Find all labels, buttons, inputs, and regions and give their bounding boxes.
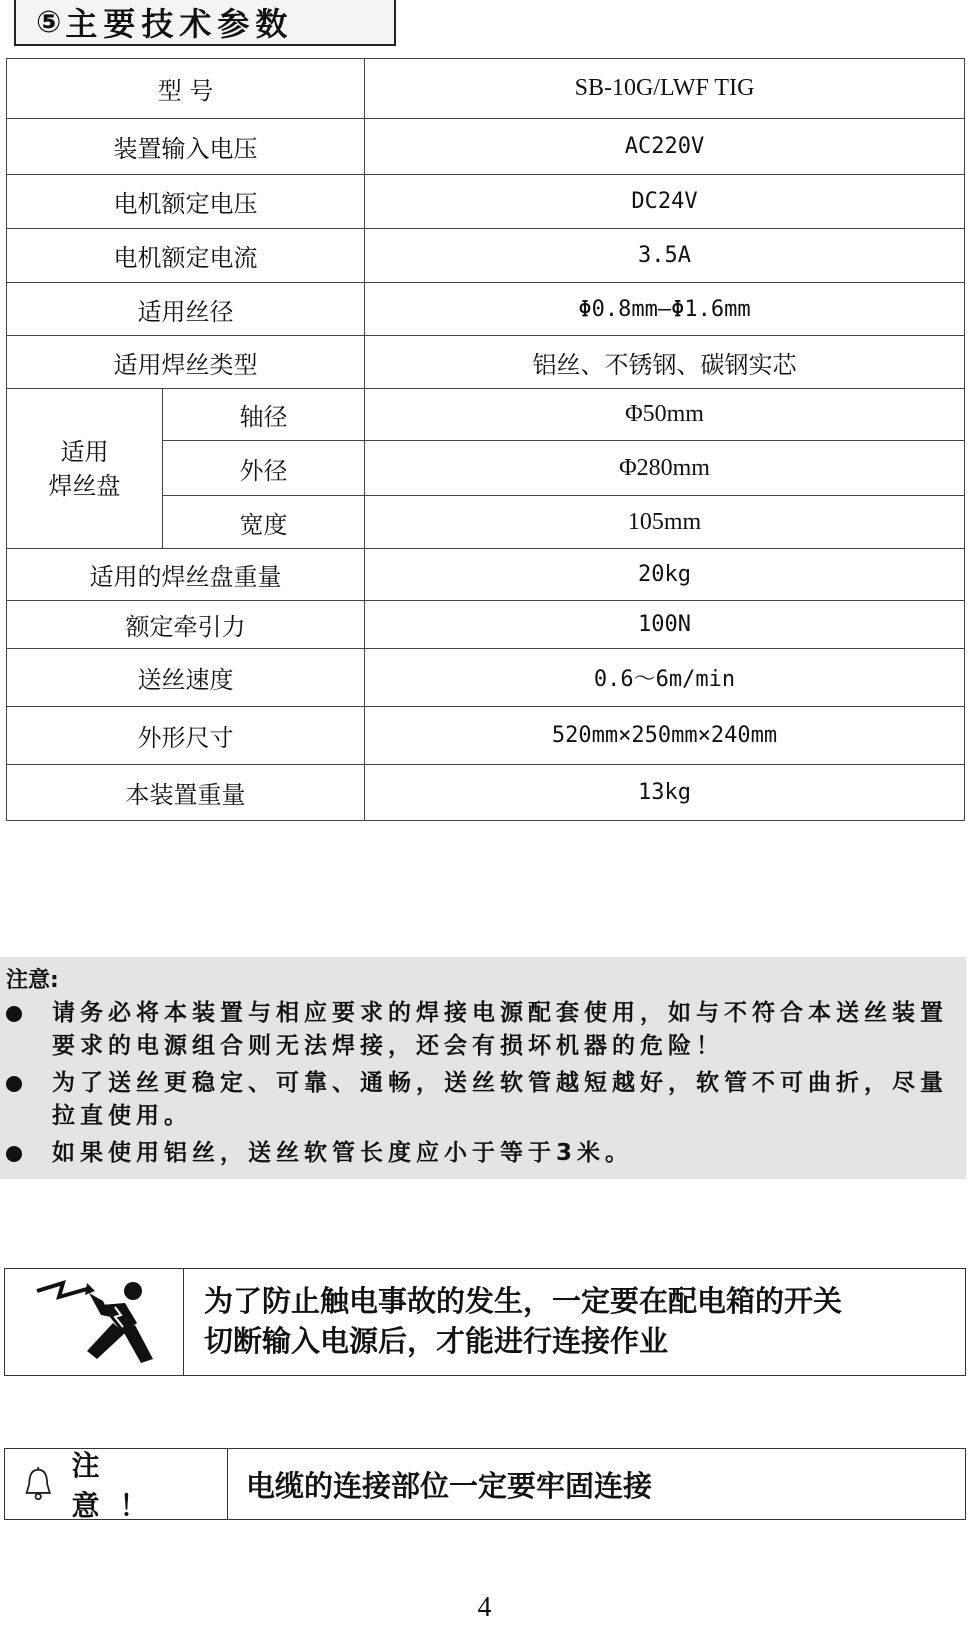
spec-value: 100N xyxy=(365,601,965,649)
table-row xyxy=(7,649,965,707)
notice-list xyxy=(0,997,966,1174)
spec-label: 电机额定电流 xyxy=(7,229,365,283)
reel-group-label xyxy=(7,389,163,549)
page-number: 4 xyxy=(477,1592,492,1623)
bullet-icon xyxy=(6,1006,22,1022)
spec-value: Φ0.8mm—Φ1.6mm xyxy=(365,283,965,336)
spec-label: 适用的焊丝盘重量 xyxy=(7,549,365,601)
spec-value: 105mm xyxy=(365,496,965,549)
list-item xyxy=(0,997,966,1063)
section-title: 主要技术参数 xyxy=(65,5,294,43)
shock-warning-box xyxy=(4,1268,966,1376)
spec-value: 3.5A xyxy=(365,229,965,283)
reel-group-line-1: 适用 xyxy=(60,437,109,466)
bullet-icon xyxy=(6,1076,22,1092)
spec-label: 外形尺寸 xyxy=(7,707,365,765)
spec-label: 轴径 xyxy=(163,389,365,441)
warning-line-1: 为了防止触电事故的发生，一定要在配电箱的开关 xyxy=(204,1284,843,1318)
notice-text: 如果使用铝丝，送丝软管长度应小于等于3米。 xyxy=(52,1140,634,1166)
table-row xyxy=(7,336,965,389)
spec-label: 额定牵引力 xyxy=(7,601,365,649)
spec-label: 本装置重量 xyxy=(7,765,365,821)
spec-label: 型 号 xyxy=(7,59,365,119)
spec-value: 520mm×250mm×240mm xyxy=(365,707,965,765)
caution-text: 电缆的连接部位一定要牢固连接 xyxy=(246,1468,653,1503)
table-row xyxy=(7,765,965,821)
table-row xyxy=(7,119,965,175)
caution-label-cell xyxy=(5,1449,228,1522)
notice-block xyxy=(0,957,966,1179)
table-row xyxy=(7,59,965,119)
shock-icon-cell xyxy=(5,1269,184,1375)
table-row xyxy=(7,175,965,229)
list-item xyxy=(0,1067,966,1133)
table-row xyxy=(7,389,965,441)
spec-value: 13kg xyxy=(365,765,965,821)
table-row xyxy=(7,283,965,336)
spec-value: 20kg xyxy=(365,549,965,601)
spec-value: 0.6～6m/min xyxy=(365,649,965,707)
notice-text: 为了送丝更稳定、可靠、通畅，送丝软管越短越好，软管不可曲折，尽量拉直使用。 xyxy=(52,1070,948,1129)
spec-value: SB-10G/LWF TIG xyxy=(365,59,965,119)
spec-label: 电机额定电压 xyxy=(7,175,365,229)
spec-label: 送丝速度 xyxy=(7,649,365,707)
spec-label: 装置输入电压 xyxy=(7,119,365,175)
section-number: ⑤ xyxy=(36,4,62,40)
notice-title: 注意: xyxy=(6,968,59,993)
table-row xyxy=(7,707,965,765)
spec-label: 适用丝径 xyxy=(7,283,365,336)
notice-text: 请务必将本装置与相应要求的焊接电源配套使用，如与不符合本送丝装置要求的电源组合则无法焊接，还会有损坏机器的危险！ xyxy=(52,1000,948,1059)
table-row xyxy=(7,549,965,601)
spec-label: 适用焊丝类型 xyxy=(7,336,365,389)
table-row xyxy=(7,229,965,283)
bell-icon xyxy=(23,1464,53,1504)
spec-label: 宽度 xyxy=(163,496,365,549)
section-header xyxy=(14,0,396,46)
electric-shock-icon xyxy=(15,1271,165,1375)
reel-group-line-2: 焊丝盘 xyxy=(48,471,121,500)
shock-warning-text xyxy=(184,1269,965,1375)
spec-value: DC24V xyxy=(365,175,965,229)
spec-value: Φ50mm xyxy=(365,389,965,441)
spec-table xyxy=(6,58,965,821)
caution-label: 注 意！ xyxy=(71,1449,168,1522)
spec-value: AC220V xyxy=(365,119,965,175)
spec-value: Φ280mm xyxy=(365,441,965,496)
list-item xyxy=(0,1137,966,1170)
spec-value: 铝丝、不锈钢、碳钢实芯 xyxy=(365,336,965,389)
warning-line-2: 切断输入电源后，才能进行连接作业 xyxy=(204,1324,669,1358)
table-row xyxy=(7,601,965,649)
spec-label: 外径 xyxy=(163,441,365,496)
bullet-icon xyxy=(6,1146,22,1162)
caution-box xyxy=(4,1448,966,1520)
